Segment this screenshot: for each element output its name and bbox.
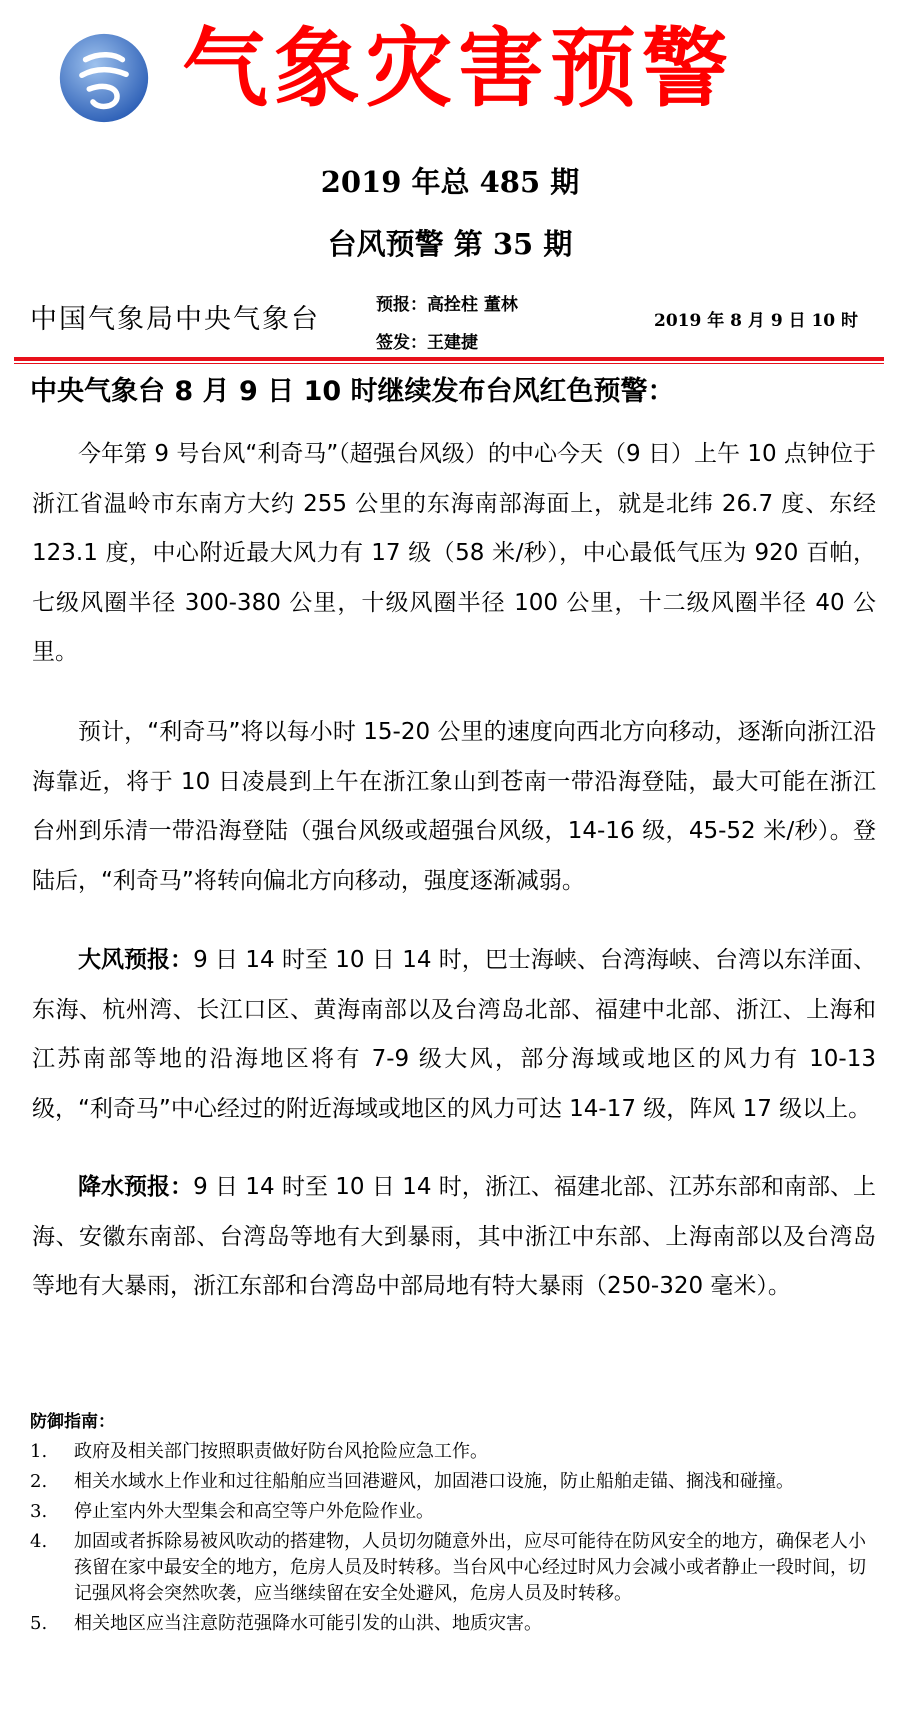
wind-forecast-paragraph <box>32 936 876 1134</box>
issue-number: 2019 年总 485 期 <box>320 165 580 199</box>
list-item-text: 加固或者拆除易被风吹动的搭建物，人员切勿随意外出，应尽可能待在防风安全的地方，确保老人小孩留在家中最安全的地方，危房人员及时转移。当台风中心经过时风力会减小或者静止一段时间，切记强风将会突然吹袭，应当继续留在安全处避风，危房人员及时转移。 <box>74 1531 866 1604</box>
rain-forecast-text: 9 日 14 时至 10 日 14 时，浙江、福建北部、江苏东部和南部、上海、安徽东南部、台湾岛等地有大到暴雨，其中浙江中东部、上海南部以及台湾岛等地有大暴雨，浙江东部和台湾岛中部局地有特大暴雨（250-320 毫米）。 <box>32 1174 876 1299</box>
wind-forecast-text: 9 日 14 时至 10 日 14 时，巴士海峡、台湾海峡、台湾以东洋面、东海、杭州湾、长江口区、黄海南部以及台湾岛北部、福建中北部、浙江、上海和江苏南部等地的沿海地区将有 7-9 级大风，部分海域或地区的风力有 10-13 级，“利奇马”中心经过的附近海域或地区的风力可达 14-17 级，阵风 17 级以上。 <box>32 947 876 1122</box>
warning-headline: 中央气象台 8 月 9 日 10 时继续发布台风红色预警： <box>30 376 675 407</box>
cma-swirl-logo-icon <box>58 32 150 124</box>
list-item <box>30 1499 870 1525</box>
issuer-line: 签发：王建捷 <box>376 333 478 353</box>
list-item <box>30 1529 870 1607</box>
page-title: 气象灾害预警 <box>182 18 734 119</box>
rain-forecast-label: 降水预报： <box>78 1174 194 1200</box>
list-item-text: 政府及相关部门按照职责做好防台风抢险应急工作。 <box>74 1441 488 1462</box>
typhoon-status-paragraph: 今年第 9 号台风“利奇马”（超强台风级）的中心今天（9 日）上午 10 点钟位于浙江省温岭市东南方大约 255 公里的东海南部海面上，就是北纬 26.7 度、东经 123.1 度，中心附近最大风力有 17 级（58 米/秒），中心最低气压为 920 百帕，七级风圈半径 300-380 公里，十级风圈半径 100 公里，十二级风圈半径 40 公里。 <box>32 441 876 665</box>
list-item-number: 3. <box>30 1501 48 1522</box>
list-item <box>30 1439 870 1465</box>
typhoon-warning-number: 台风预警 第 35 期 <box>327 227 573 261</box>
issue-date: 2019 年 8 月 9 日 10 时 <box>654 311 859 331</box>
rain-forecast-paragraph <box>32 1163 876 1312</box>
defense-guide-list <box>30 1439 870 1641</box>
list-item-number: 4. <box>30 1531 48 1552</box>
typhoon-forecast-paragraph: 预计，“利奇马”将以每小时 15-20 公里的速度向西北方向移动，逐渐向浙江沿海靠近，将于 10 日凌晨到上午在浙江象山到苍南一带沿海登陆，最大可能在浙江台州到乐清一带沿海登陆（强台风级或超强台风级，14-16 级，45-52 米/秒）。登陆后，“利奇马”将转向偏北方向移动，强度逐渐减弱。 <box>32 719 876 894</box>
list-item-number: 5. <box>30 1613 48 1634</box>
list-item-text: 停止室内外大型集会和高空等户外危险作业。 <box>74 1501 434 1522</box>
list-item-text: 相关水域水上作业和过往船舶应当回港避风，加固港口设施，防止船舶走锚、搁浅和碰撞。 <box>74 1471 794 1492</box>
wind-forecast-label: 大风预报： <box>78 947 194 973</box>
header-divider-thin <box>14 363 884 364</box>
list-item <box>30 1611 870 1637</box>
header-divider <box>14 357 884 361</box>
defense-guide-title: 防御指南： <box>30 1412 115 1432</box>
organization-name: 中国气象局中央气象台 <box>30 304 320 335</box>
forecaster-line: 预报：高拴柱 董林 <box>376 295 518 315</box>
list-item-number: 1. <box>30 1441 48 1462</box>
list-item-text: 相关地区应当注意防范强降水可能引发的山洪、地质灾害。 <box>74 1613 542 1634</box>
list-item-number: 2. <box>30 1471 48 1492</box>
list-item <box>30 1469 870 1495</box>
